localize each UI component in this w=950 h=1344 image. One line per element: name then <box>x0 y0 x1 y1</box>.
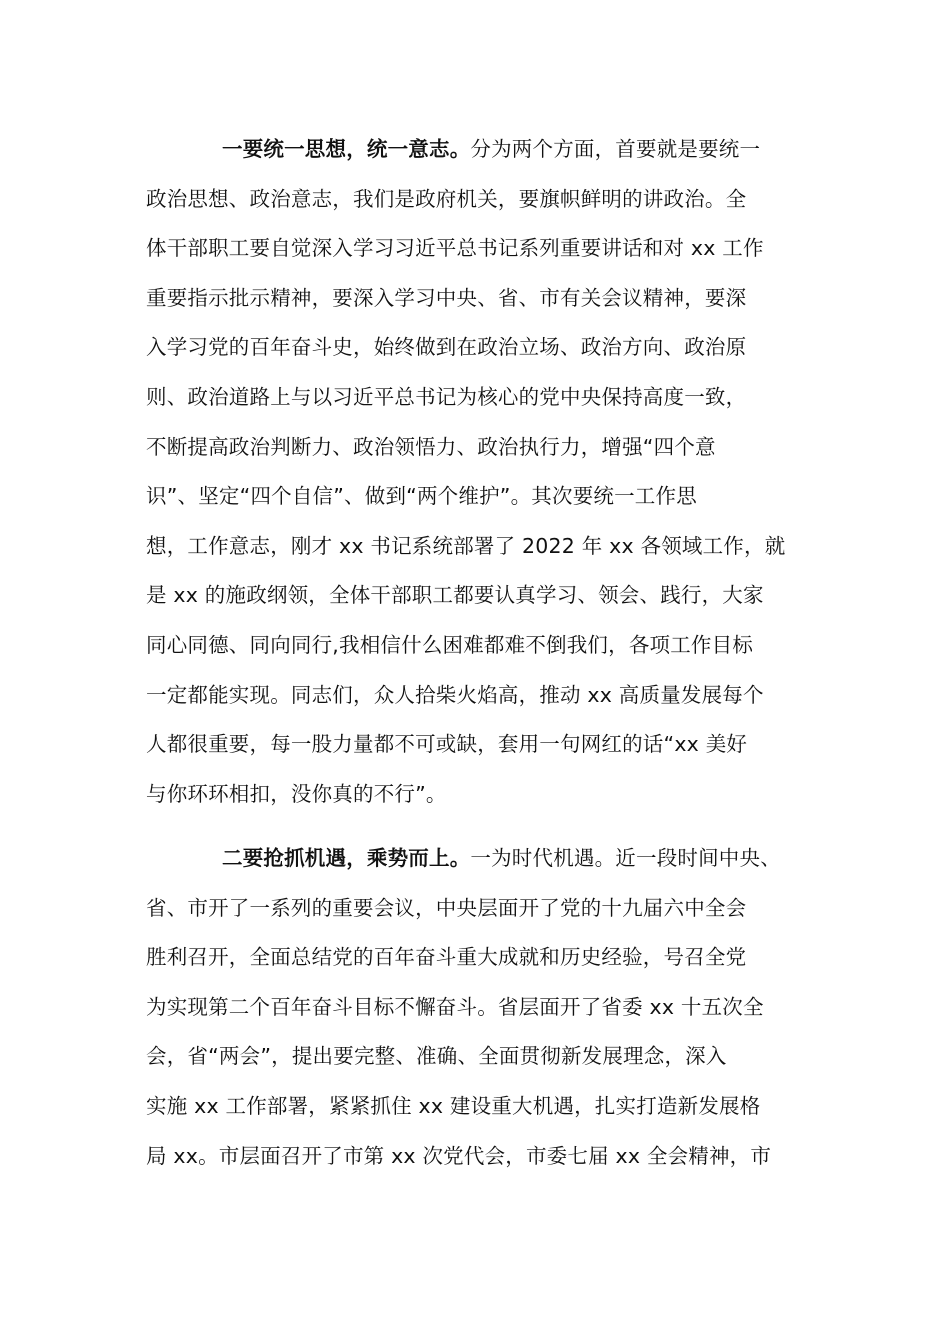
paragraph-line: 体干部职工要自觉深入学习习近平总书记系列重要讲话和对 xx 工作 <box>146 236 764 261</box>
paragraph-line: 同心同德、同向同行,我相信什么困难都难不倒我们，各项工作目标 <box>146 632 754 657</box>
paragraph-first-line <box>146 834 816 884</box>
paragraph-line: 实施 xx 工作部署，紧紧抓住 xx 建设重大机遇，扎实打造新发展格 <box>146 1093 761 1118</box>
paragraph-line: 重要指示批示精神，要深入学习中央、省、市有关会议精神，要深 <box>146 285 747 310</box>
paragraph-line: 入学习党的百年奋斗史，始终做到在政治立场、政治方向、政治原 <box>146 335 747 360</box>
paragraph-line: 一定都能实现。同志们，众人拾柴火焰高，推动 xx 高质量发展每个 <box>146 682 764 707</box>
paragraph-lead-heading: 一要统一思想，统一意志。 <box>222 137 471 161</box>
paragraph-line: 是 xx 的施政纲领，全体干部职工都要认真学习、领会、践行，大家 <box>146 583 764 608</box>
paragraph-line: 与你环环相扣，没你真的不行”。 <box>146 781 447 806</box>
paragraph-line: 不断提高政治判断力、政治领悟力、政治执行力，增强“四个意 <box>146 434 716 459</box>
paragraph-lead-heading: 二要抢抓机遇，乘势而上。 <box>222 846 471 870</box>
paragraph-line: 为实现第二个百年奋斗目标不懈奋斗。省层面开了省委 xx 十五次全 <box>146 994 764 1019</box>
paragraph-line: 局 xx。市层面召开了市第 xx 次党代会，市委七届 xx 全会精神，市 <box>146 1143 772 1168</box>
paragraph-first-line <box>146 125 816 175</box>
paragraph-line: 省、市开了一系列的重要会议，中央层面开了党的十九届六中全会 <box>146 895 747 920</box>
paragraph-line: 想，工作意志，刚才 xx 书记系统部署了 2022 年 xx 各领域工作，就 <box>146 533 786 558</box>
paragraph-seize-opportunity <box>146 834 816 1181</box>
paragraph-line: 会，省“两会”，提出要完整、准确、全面贯彻新发展理念，深入 <box>146 1044 727 1069</box>
paragraph-text: 分为两个方面，首要就是要统一 <box>470 137 761 161</box>
paragraph-line: 胜利召开，全面总结党的百年奋斗重大成就和历史经验，号召全党 <box>146 945 747 970</box>
paragraph-line: 政治思想、政治意志，我们是政府机关，要旗帜鲜明的讲政治。全 <box>146 186 747 211</box>
paragraph-unify-thought <box>146 125 816 819</box>
paragraph-line: 则、政治道路上与以习近平总书记为核心的党中央保持高度一致， <box>146 384 747 409</box>
paragraph-line: 识”、坚定“四个自信”、做到“两个维护”。其次要统一工作思 <box>146 484 697 509</box>
paragraph-text: 一为时代机遇。近一段时间中央、 <box>470 846 781 870</box>
paragraph-line: 人都很重要，每一股力量都不可或缺，套用一句网红的话“xx 美好 <box>146 732 748 757</box>
